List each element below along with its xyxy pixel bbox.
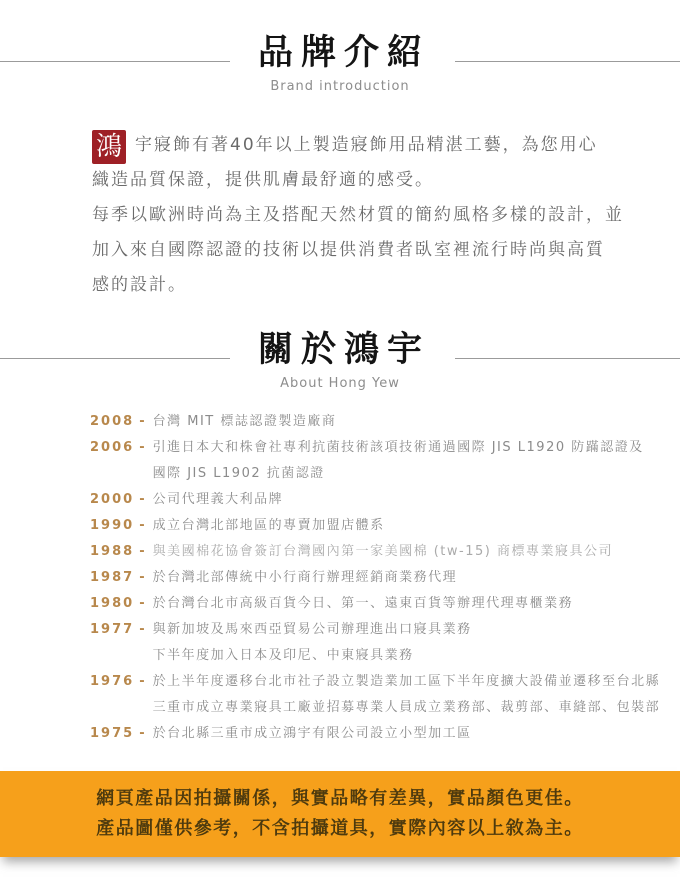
photo-disclaimer-banner: [0, 771, 680, 857]
timeline-text: 於台灣北部傳統中小行商行辦理經銷商業務代理: [152, 570, 458, 585]
timeline-dash: -: [139, 440, 145, 455]
timeline-dash: -: [139, 622, 145, 637]
timeline-year: 2006: [90, 440, 135, 455]
section-header-brand: [0, 0, 680, 96]
timeline-item-1980: [90, 591, 650, 617]
page-subtitle: Brand introduction: [270, 79, 410, 94]
section-header-about: [0, 303, 680, 393]
timeline-year: 1990: [90, 518, 135, 533]
timeline-item-2006: [90, 435, 650, 487]
timeline-text: 與美國棉花協會簽訂台灣國內第一家美國棉 (tw-15) 商標專業寢具公司: [152, 544, 613, 559]
about-title: 關於鴻宇: [257, 330, 430, 370]
timeline-item-2008: [90, 409, 650, 435]
timeline-dash: -: [139, 596, 145, 611]
timeline-dash: -: [139, 570, 145, 585]
timeline-dash: -: [139, 726, 145, 741]
brand-paragraph-line: 織造品質保證，提供肌膚最舒適的感受。: [92, 170, 434, 190]
divider-line-left: [0, 358, 230, 359]
brand-paragraph-line: 加入來自國際認證的技術以提供消費者臥室裡流行時尚與高質: [92, 240, 605, 260]
timeline-dash: -: [139, 544, 145, 559]
brand-paragraph-line: 每季以歐洲時尚為主及搭配天然材質的簡約風格多樣的設計，並: [92, 205, 624, 225]
timeline-year: 2000: [90, 492, 135, 507]
brand-logo: 鴻: [92, 130, 126, 164]
timeline-dash: -: [139, 674, 145, 689]
timeline-year: 1975: [90, 726, 135, 741]
timeline-dash: -: [139, 414, 145, 429]
timeline-year: 1977: [90, 622, 135, 637]
brand-paragraph-line: 宇寢飾有著40年以上製造寢飾用品精湛工藝，為您用心: [135, 135, 598, 155]
timeline-year: 2008: [90, 414, 135, 429]
timeline-text: 台灣 MIT 標誌認證製造廠商: [152, 414, 337, 429]
timeline-text: 與新加坡及馬來西亞貿易公司辦理進出口寢具業務 下半年度加入日本及印尼、中東寢具業務: [152, 622, 472, 663]
timeline-item-1988: [90, 539, 650, 565]
timeline-text: 公司代理義大利品牌: [152, 492, 284, 507]
timeline-text: 於台北縣三重市成立鴻宇有限公司設立小型加工區: [152, 726, 472, 741]
disclaimer-line: 網頁產品因拍攝關係，與實品略有差異，實品顏色更佳。: [96, 788, 584, 809]
timeline-item-1976: [90, 669, 661, 721]
timeline-year: 1976: [90, 674, 135, 689]
timeline-year: 1987: [90, 570, 135, 585]
divider-line-right: [455, 61, 680, 62]
timeline-text: 成立台灣北部地區的專賣加盟店體系: [152, 518, 385, 533]
timeline-item-1990: [90, 513, 650, 539]
brand-description: [92, 128, 624, 303]
timeline-item-1987: [90, 565, 650, 591]
company-history-timeline: [90, 409, 661, 747]
page-title: 品牌介紹: [257, 33, 430, 73]
divider-line-left: [0, 61, 230, 62]
disclaimer-line: 產品圖僅供參考，不含拍攝道具，實際內容以上敘為主。: [96, 818, 584, 839]
timeline-dash: -: [139, 518, 145, 533]
timeline-dash: -: [139, 492, 145, 507]
timeline-year: 1980: [90, 596, 135, 611]
timeline-text: 於上半年度遷移台北市社子設立製造業加工區下半年度擴大設備並遷移至台北縣 三重市成立專業寢具工廠並招募專業人員成立業務部、裁剪部、車縫部、包裝部: [152, 674, 661, 715]
timeline-item-1975: [90, 721, 650, 747]
timeline-text: 於台灣台北市高級百貨今日、第一、遠東百貨等辦理代理專櫃業務: [152, 596, 574, 611]
timeline-item-2000: [90, 487, 650, 513]
timeline-item-1977: [90, 617, 650, 669]
timeline-text: 引進日本大和株會社專利抗菌技術該項技術通過國際 JIS L1920 防蹣認證及 國際 JIS L1902 抗菌認證: [152, 440, 644, 481]
timeline-year: 1988: [90, 544, 135, 559]
divider-line-right: [455, 358, 680, 359]
about-subtitle: About Hong Yew: [280, 376, 400, 391]
brand-paragraph-line: 感的設計。: [92, 275, 187, 295]
